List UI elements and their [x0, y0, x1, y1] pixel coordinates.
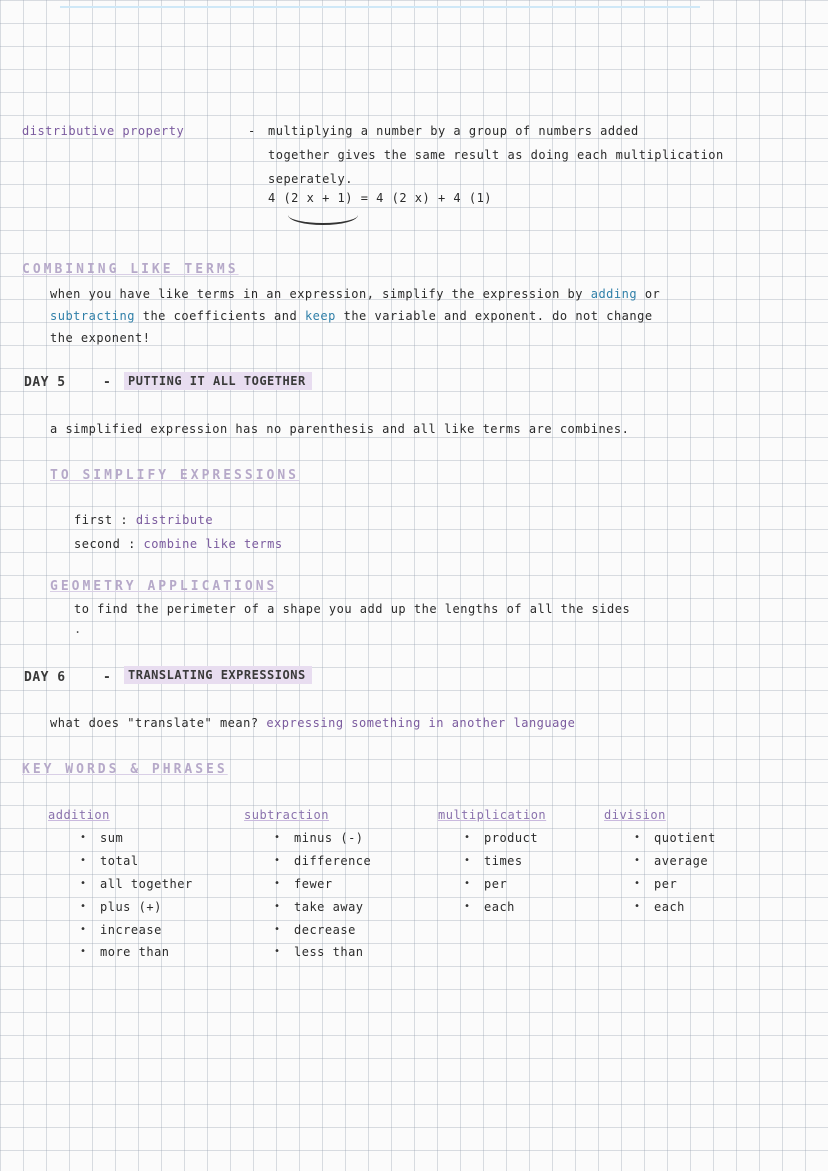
bullet-icon: •	[274, 924, 281, 935]
list-item: all together	[100, 877, 193, 891]
distributive-example: 4 (2 x + 1) = 4 (2 x) + 4 (1)	[268, 191, 493, 205]
bullet-icon: •	[274, 832, 281, 843]
list-item: product	[484, 831, 539, 845]
day5-label: DAY 5	[24, 375, 66, 390]
distributive-def-line3: seperately.	[268, 172, 353, 186]
bullet-icon: •	[464, 901, 471, 912]
distributive-def-line1: multiplying a number by a group of numbers added	[268, 124, 639, 138]
bullet-icon: •	[274, 901, 281, 912]
geometry-heading: GEOMETRY APPLICATIONS	[50, 579, 278, 594]
col-heading-division: division	[604, 808, 666, 822]
combining-line2-end: the variable and exponent. do not change	[343, 309, 653, 323]
list-item: per	[654, 877, 678, 891]
list-item: total	[100, 854, 139, 868]
day6-dash: -	[103, 670, 112, 685]
combining-line1-text: when you have like terms in an expression, simplify the expression by	[50, 287, 583, 301]
stray-dot: .	[74, 622, 82, 636]
step-first-label: first :	[74, 513, 129, 527]
geometry-text: to find the perimeter of a shape you add up the lengths of all the sides	[74, 602, 631, 616]
list-item: increase	[100, 923, 162, 937]
bullet-icon: •	[634, 855, 641, 866]
bullet-icon: •	[80, 946, 87, 957]
bullet-icon: •	[464, 878, 471, 889]
distributive-dash: -	[248, 124, 256, 138]
list-item: difference	[294, 854, 372, 868]
list-item: times	[484, 854, 523, 868]
combining-or: or	[644, 287, 661, 301]
bullet-icon: •	[80, 832, 87, 843]
list-item: average	[654, 854, 709, 868]
list-item: per	[484, 877, 508, 891]
day5-dash: -	[103, 375, 112, 390]
step-first-value: distribute	[135, 513, 214, 527]
day6-label: DAY 6	[24, 670, 66, 685]
bullet-icon: •	[80, 855, 87, 866]
col-heading-addition: addition	[48, 808, 110, 822]
distributive-term: distributive property	[22, 124, 185, 138]
combining-line1	[50, 287, 660, 301]
translate-line	[50, 716, 575, 730]
list-item: sum	[100, 831, 124, 845]
bullet-icon: •	[464, 855, 471, 866]
bullet-icon: •	[634, 878, 641, 889]
step-second-value: combine like terms	[143, 537, 283, 551]
combining-heading: COMBINING LIKE TERMS	[22, 262, 239, 277]
bullet-icon: •	[464, 832, 471, 843]
day6-title: TRANSLATING EXPRESSIONS	[124, 666, 312, 684]
combining-line3: the exponent!	[50, 331, 151, 345]
bullet-icon: •	[80, 901, 87, 912]
col-heading-subtraction: subtraction	[244, 808, 329, 822]
list-item: quotient	[654, 831, 716, 845]
list-item: fewer	[294, 877, 333, 891]
step-second-label: second :	[74, 537, 136, 551]
bullet-icon: •	[80, 878, 87, 889]
bullet-icon: •	[274, 855, 281, 866]
bullet-icon: •	[274, 946, 281, 957]
combining-adding: adding	[590, 287, 638, 301]
day5-title: PUTTING IT ALL TOGETHER	[124, 372, 312, 390]
page-top-edge	[60, 6, 700, 8]
col-heading-multiplication: multiplication	[438, 808, 547, 822]
combining-line2	[50, 309, 653, 323]
simplify-heading: TO SIMPLIFY EXPRESSIONS	[50, 468, 300, 483]
keywords-heading: KEY WORDS & PHRASES	[22, 762, 228, 777]
list-item: less than	[294, 945, 364, 959]
bullet-icon: •	[634, 832, 641, 843]
distribution-arrow-icon	[288, 205, 358, 225]
distributive-def-line2: together gives the same result as doing each multiplication	[268, 148, 724, 162]
list-item: each	[484, 900, 515, 914]
list-item: minus (-)	[294, 831, 364, 845]
step-first	[74, 513, 213, 527]
combining-subtracting: subtracting	[50, 309, 135, 323]
list-item: decrease	[294, 923, 356, 937]
list-item: more than	[100, 945, 170, 959]
combining-keep: keep	[304, 309, 336, 323]
step-second	[74, 537, 283, 551]
translate-answer: expressing something in another language	[266, 716, 576, 730]
list-item: each	[654, 900, 685, 914]
bullet-icon: •	[634, 901, 641, 912]
day5-statement: a simplified expression has no parenthesis and all like terms are combines.	[50, 422, 630, 436]
list-item: take away	[294, 900, 364, 914]
translate-question: what does "translate" mean?	[50, 716, 259, 730]
list-item: plus (+)	[100, 900, 162, 914]
combining-line2-mid: the coefficients and	[142, 309, 298, 323]
bullet-icon: •	[274, 878, 281, 889]
bullet-icon: •	[80, 924, 87, 935]
